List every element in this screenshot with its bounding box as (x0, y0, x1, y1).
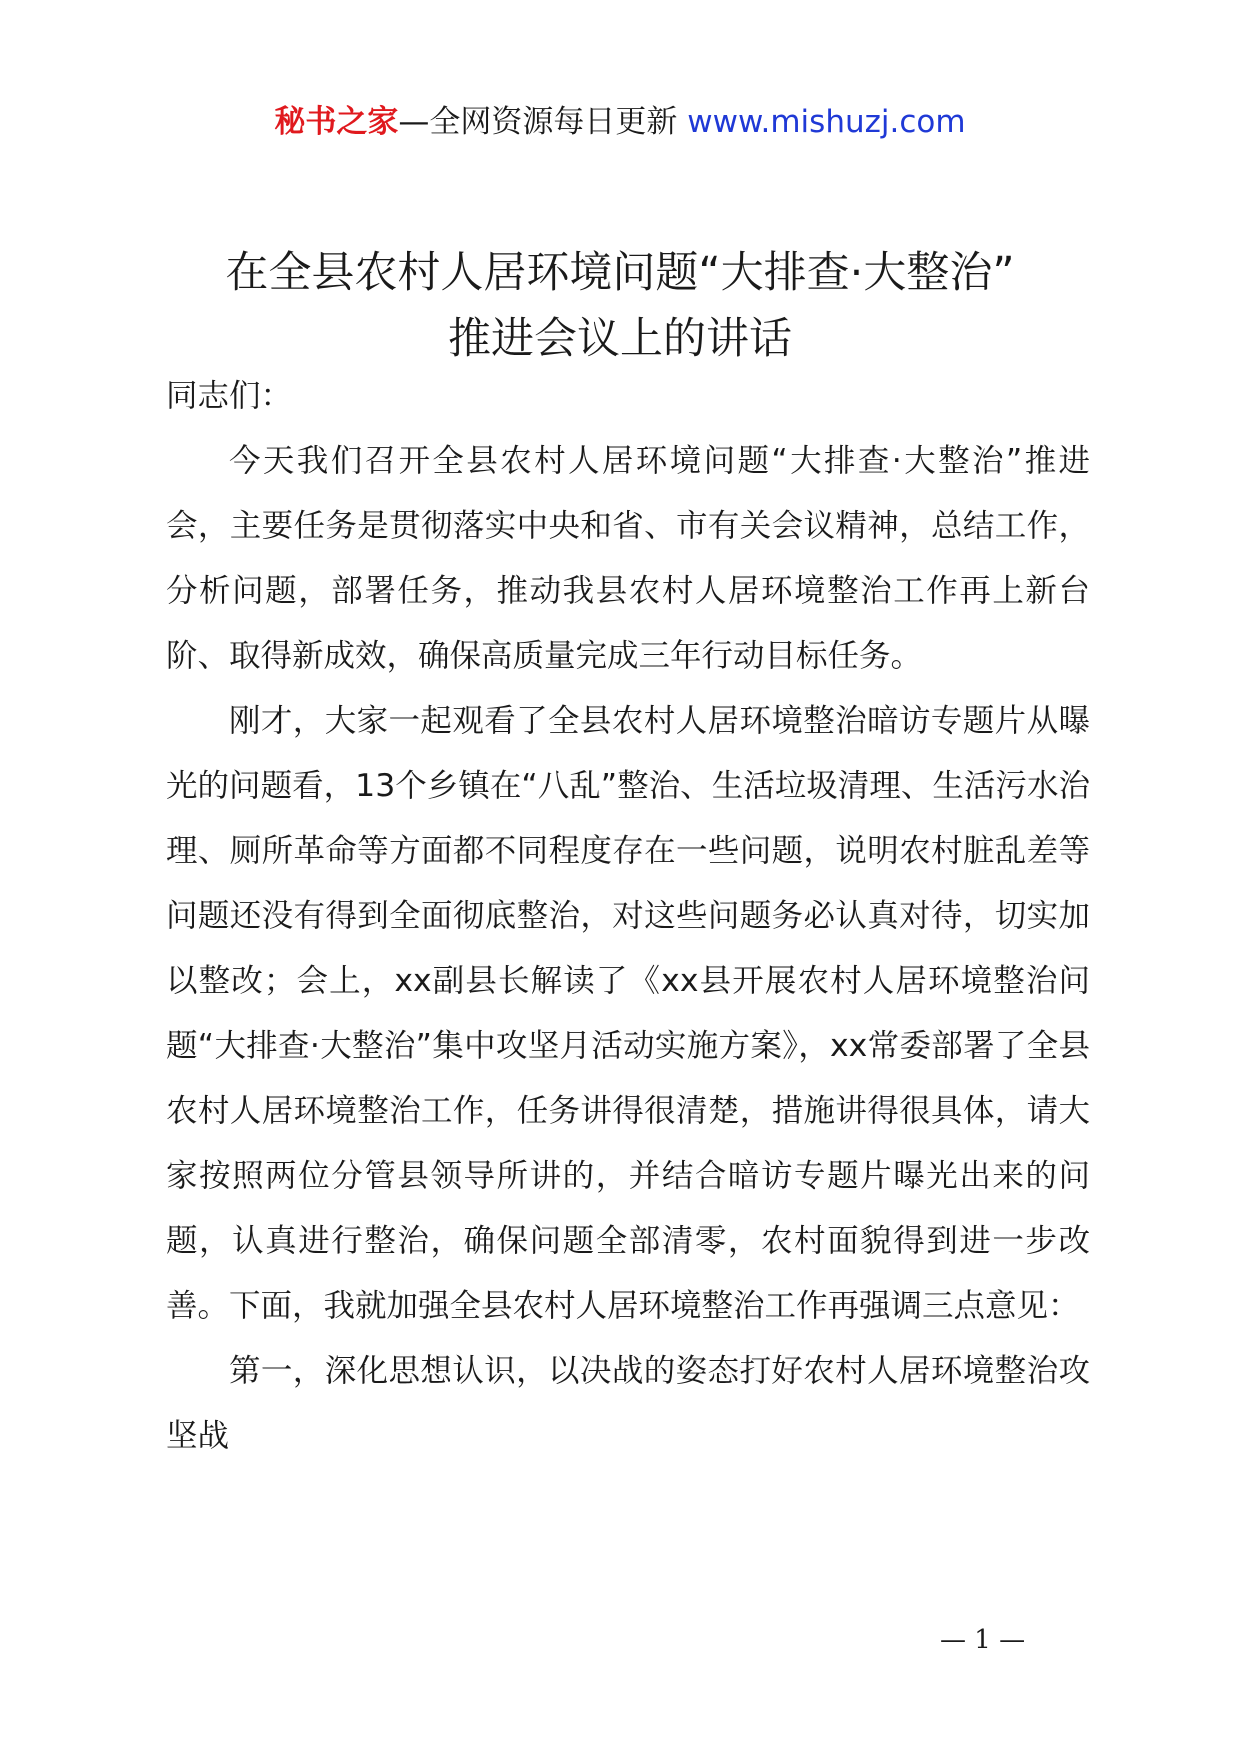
paragraph-1: 今天我们召开全县农村人居环境问题“大排查·大整治”推进会，主要任务是贯彻落实中央和省、市有关会议精神，总结工作，分析问题，部署任务，推动我县农村人居环境整治工作再上新台阶、取得新成效，确保高质量完成三年行动目标任务。 (166, 443, 1090, 674)
salutation: 同志们： (166, 378, 293, 414)
document-body (166, 364, 1090, 1469)
header-banner (0, 100, 1240, 144)
title-line-1: 在全县农村人居环境问题“大排查·大整治” (225, 248, 1015, 298)
brand-name: 秘书之家 (274, 104, 399, 140)
title-line-2: 推进会议上的讲话 (448, 314, 792, 364)
page-number: — 1 — (940, 1625, 1026, 1655)
site-url-link[interactable]: www.mishuzj.com (687, 104, 966, 140)
paragraph-2: 刚才，大家一起观看了全县农村人居环境整治暗访专题片从曝光的问题看，13个乡镇在“八乱”整治、生活垃圾清理、生活污水治理、厕所革命等方面都不同程度存在一些问题，说明农村脏乱差等问题还没有得到全面彻底整治，对这些问题务必认真对待，切实加以整改；会上，xx副县长解读了《xx县开展农村人居环境整治问题“大排查·大整治”集中攻坚月活动实施方案》，xx常委部署了全县农村人居环境整治工作，任务讲得很清楚，措施讲得很具体，请大家按照两位分管县领导所讲的，并结合暗访专题片曝光出来的问题，认真进行整治，确保问题全部清零，农村面貌得到进一步改善。下面，我就加强全县农村人居环境整治工作再强调三点意见： (166, 703, 1090, 1324)
document-title (0, 240, 1240, 372)
header-tagline: —全网资源每日更新 (398, 104, 688, 140)
section-heading-1: 第一，深化思想认识，以决战的姿态打好农村人居环境整治攻坚战 (166, 1353, 1090, 1454)
